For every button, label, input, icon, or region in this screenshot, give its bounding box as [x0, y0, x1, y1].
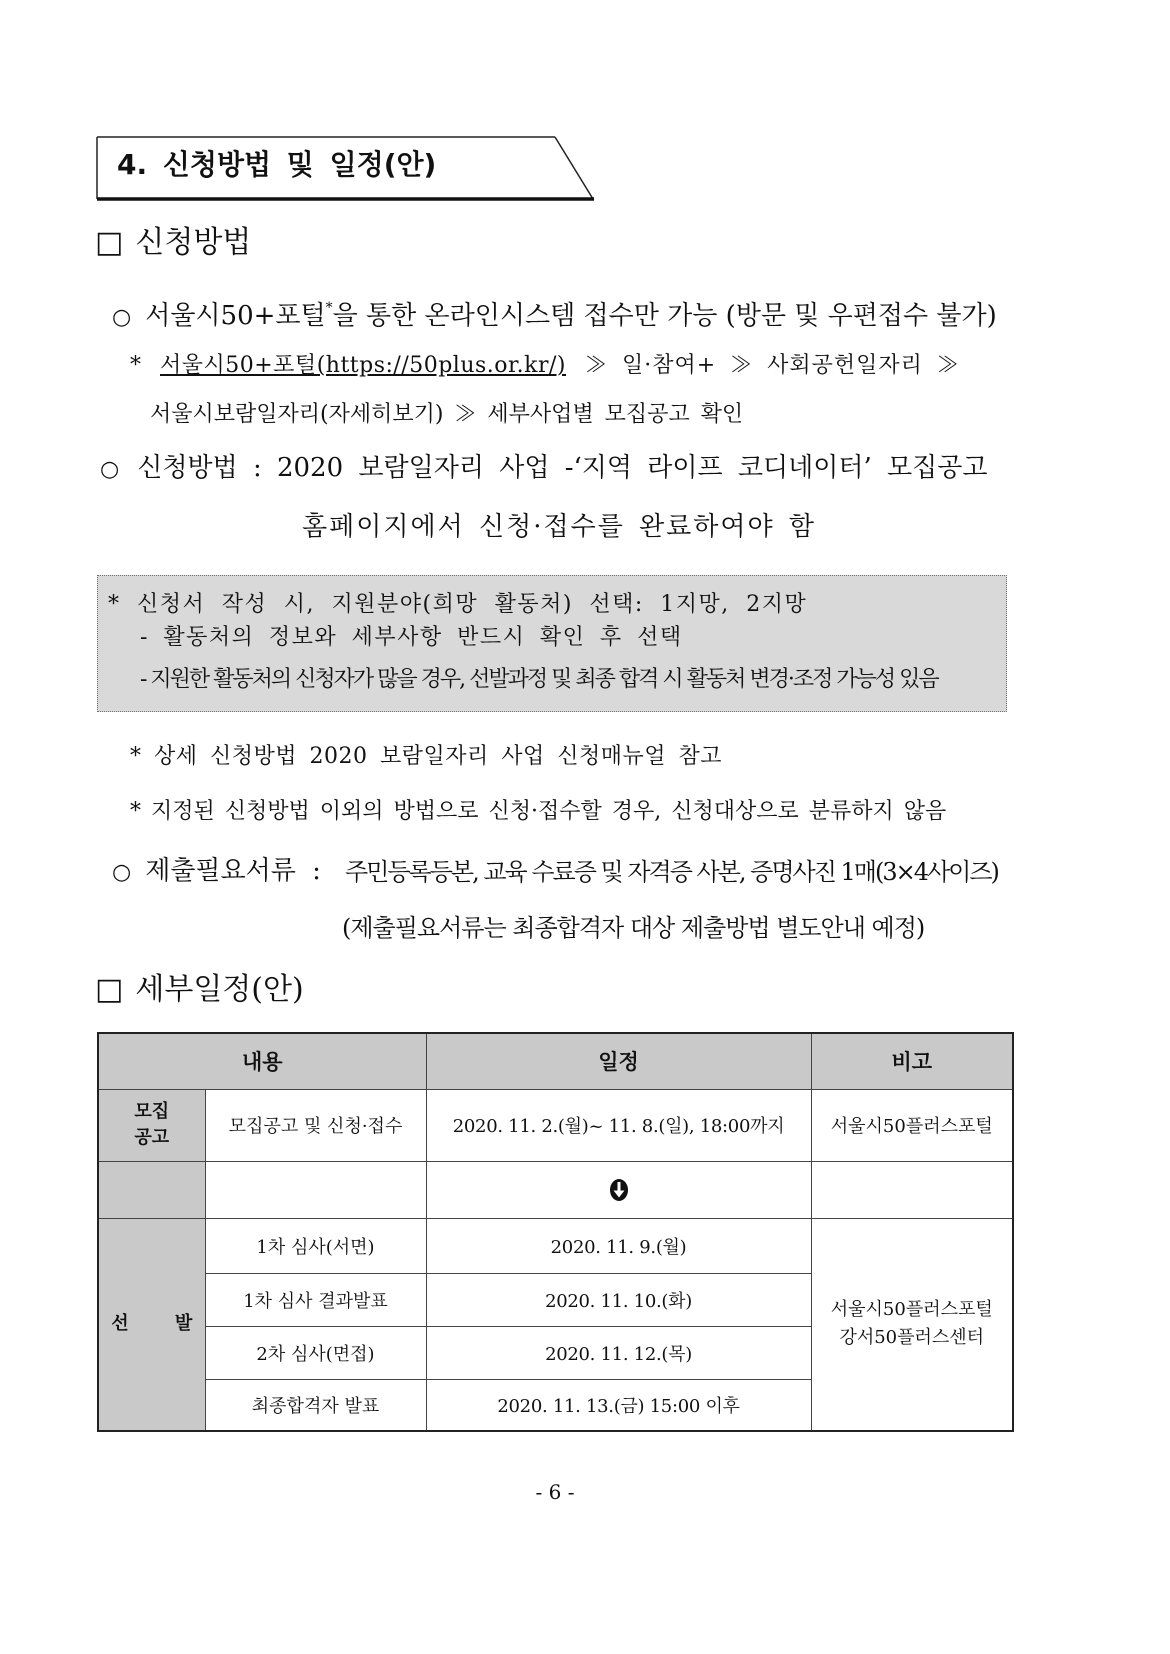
- apply-method-text: 2020 보람일자리 사업 -‘지역 라이프 코디네이터’ 모집공고: [276, 453, 988, 483]
- circle-bullet-icon: ○: [112, 860, 132, 885]
- documents-colon: :: [312, 856, 321, 886]
- page-number: - 6 -: [535, 1480, 575, 1504]
- circle-bullet-icon: ○: [112, 305, 132, 330]
- apply-method-heading-text: 신청방법: [135, 225, 252, 260]
- step-date: 2020. 11. 10.(화): [426, 1273, 811, 1326]
- footnote-mark: *: [130, 353, 141, 378]
- recruit-category: [98, 1089, 205, 1161]
- online-only-item: [112, 292, 997, 334]
- documents-note: (제출필요서류는 최종합격자 대상 제출방법 별도안내 예정): [342, 914, 925, 942]
- notice-line-1: * 신청서 작성 시, 지원분야(희망 활동처) 선택: 1지망, 2지망: [108, 592, 808, 617]
- recruit-date: 2020. 11. 2.(월)~ 11. 8.(일), 18:00까지: [426, 1089, 811, 1161]
- square-bullet-icon: □: [95, 225, 124, 260]
- online-only-text: 을 통한 온라인시스템 접수만 가능 (방문 및 우편접수 불가): [332, 301, 997, 331]
- step-item: 1차 심사 결과발표: [205, 1273, 426, 1326]
- step-date: 2020. 11. 9.(월): [426, 1218, 811, 1273]
- portal-name: 서울시50+포털: [145, 301, 326, 331]
- apply-method-colon: :: [252, 453, 262, 483]
- next-step-cell: [426, 1161, 811, 1218]
- notice-line-3: - 지원한 활동처의 신청자가 많을 경우, 선발과정 및 최종 합격 시 활동처 변경·조정 가능성 있음: [140, 667, 938, 692]
- step-item: 최종합격자 발표: [205, 1379, 426, 1431]
- step-date: 2020. 11. 12.(목): [426, 1326, 811, 1379]
- selection-remarks-line-2: 강서50플러스센터: [839, 1327, 985, 1349]
- square-bullet-icon: □: [95, 972, 124, 1007]
- selection-remarks: [811, 1218, 1013, 1431]
- schedule-heading-text: 세부일정(안): [135, 972, 304, 1007]
- portal-path-line-2: 서울시보람일자리(자세히보기) ≫ 세부사업별 모집공고 확인: [150, 402, 744, 427]
- table-row: [98, 1089, 1013, 1161]
- recruit-remarks: 서울시50플러스포털: [811, 1089, 1013, 1161]
- apply-method-label: 신청방법: [137, 453, 238, 483]
- documents-label: 제출필요서류: [145, 856, 296, 886]
- table-row-arrow: [98, 1161, 1013, 1218]
- step-item: 1차 심사(서면): [205, 1218, 426, 1273]
- step-date: 2020. 11. 13.(금) 15:00 이후: [426, 1379, 811, 1431]
- portal-link[interactable]: 서울시50+포털(https://50plus.or.kr/): [160, 353, 566, 378]
- empty-cell: [205, 1161, 426, 1218]
- header-remarks: 비고: [811, 1033, 1013, 1089]
- recruit-category-line-1: 모집: [134, 1101, 170, 1122]
- apply-method-item: [100, 452, 987, 486]
- header-content: 내용: [98, 1033, 426, 1089]
- schedule-table: [97, 1032, 1014, 1432]
- portal-path-line: [130, 352, 960, 380]
- selection-category: 선 발: [98, 1218, 205, 1431]
- apply-method-heading: [95, 224, 251, 262]
- schedule-heading: [95, 971, 304, 1009]
- apply-method-text-2: 홈페이지에서 신청·접수를 완료하여야 함: [302, 512, 817, 542]
- empty-cell: [811, 1161, 1013, 1218]
- portal-path-rest: ≫ 일·참여+ ≫ 사회공헌일자리 ≫: [584, 353, 960, 378]
- circle-bullet-icon: ○: [100, 457, 120, 482]
- notice-line-2: - 활동처의 정보와 세부사항 반드시 확인 후 선택: [140, 625, 683, 650]
- recruit-category-line-2: 공고: [134, 1127, 170, 1148]
- recruit-item: 모집공고 및 신청·접수: [205, 1089, 426, 1161]
- documents-value: 주민등록등본, 교육 수료증 및 자격증 사본, 증명사진 1매(3×4사이즈): [345, 858, 998, 886]
- selection-remarks-line-1: 서울시50플러스포털: [830, 1299, 993, 1321]
- table-header-row: [98, 1033, 1013, 1089]
- documents-item: [112, 855, 321, 889]
- step-item: 2차 심사(면접): [205, 1326, 426, 1379]
- header-date: 일정: [426, 1033, 811, 1089]
- down-arrow-icon: [609, 1178, 629, 1202]
- footnote-mark: *: [325, 300, 333, 316]
- table-row: [98, 1218, 1013, 1273]
- section-title: 4. 신청방법 및 일정(안): [117, 148, 437, 181]
- note-other-methods: * 지정된 신청방법 이외의 방법으로 신청·접수할 경우, 신청대상으로 분류하지 않음: [130, 799, 947, 824]
- empty-category-cell: [98, 1161, 205, 1218]
- note-manual: * 상세 신청방법 2020 보람일자리 사업 신청매뉴얼 참고: [130, 744, 722, 769]
